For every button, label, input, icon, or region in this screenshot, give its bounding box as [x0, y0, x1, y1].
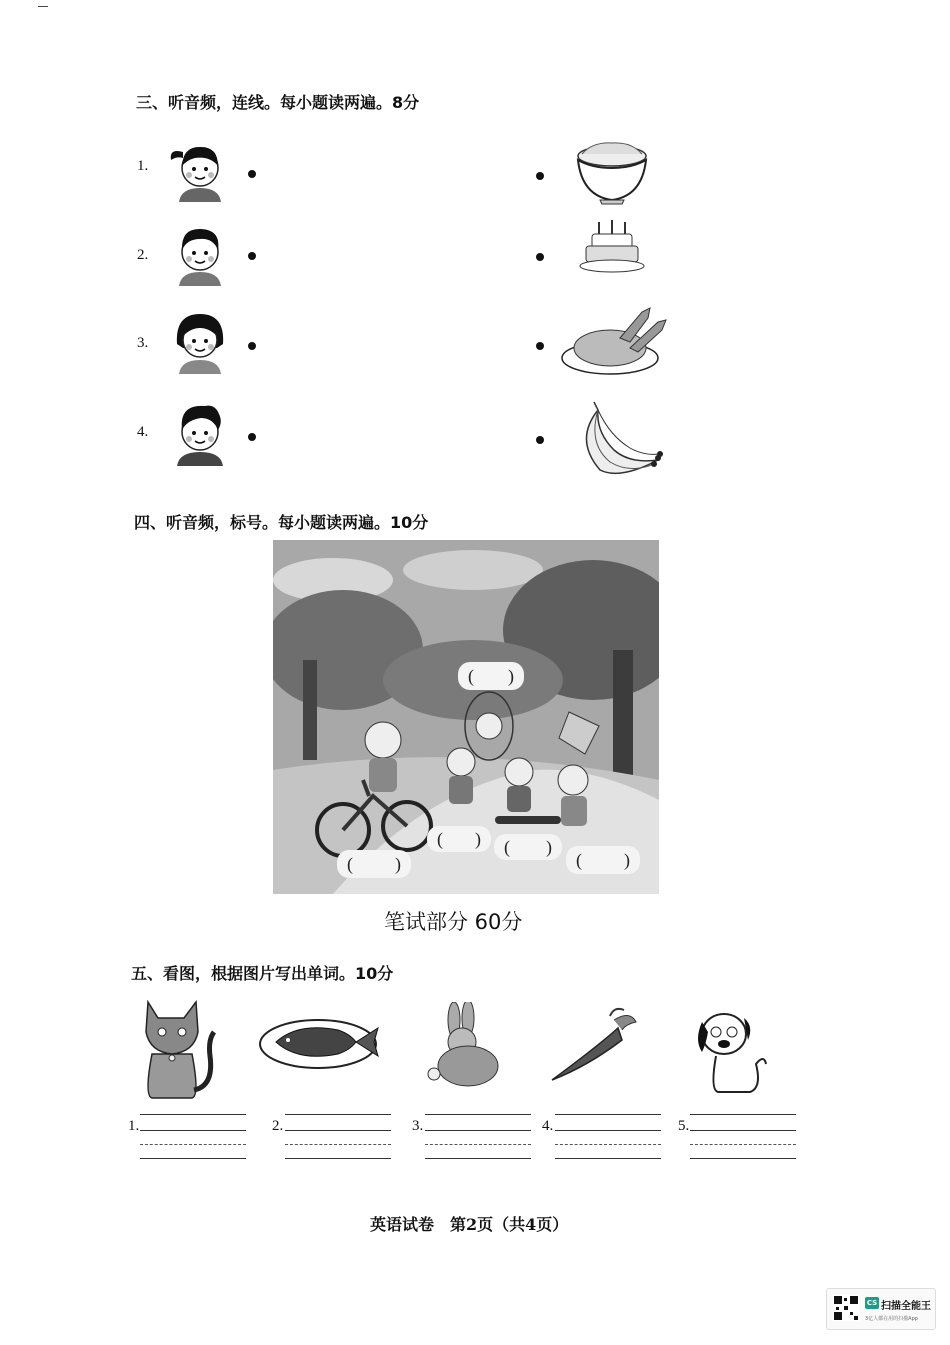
scanner-badge — [826, 1288, 936, 1330]
scanner-name: 扫描全能王 — [881, 1301, 931, 1312]
s5-num-2: 2. — [272, 1118, 284, 1134]
s5-num-3: 3. — [412, 1118, 424, 1134]
write-line-3-top — [425, 1114, 531, 1115]
rabbit-icon — [424, 1002, 504, 1088]
write-line-4-bottom — [555, 1158, 661, 1159]
s3-num-3: 3. — [137, 335, 149, 351]
write-line-3-mid[interactable] — [425, 1130, 531, 1131]
paren-open: ( — [437, 828, 443, 849]
write-line-2-bottom — [285, 1158, 391, 1159]
cat-icon — [134, 996, 218, 1100]
write-line-2-dash — [285, 1144, 391, 1145]
dog-icon — [690, 1004, 770, 1094]
paren-close: ) — [624, 849, 630, 870]
write-line-5-dash — [690, 1144, 796, 1145]
page-footer: 英语试卷 第2页（共4页） — [370, 1215, 569, 1234]
left-dot-2[interactable] — [248, 252, 256, 260]
write-line-3-bottom — [425, 1158, 531, 1159]
paren-open: ( — [347, 853, 353, 874]
right-dot-3[interactable] — [536, 342, 544, 350]
fish-icon — [258, 1012, 384, 1072]
write-line-2-mid[interactable] — [285, 1130, 391, 1131]
answer-slot-kite[interactable] — [566, 846, 640, 874]
right-dot-4[interactable] — [536, 436, 544, 444]
write-line-1-mid[interactable] — [140, 1130, 246, 1131]
write-line-4-mid[interactable] — [555, 1130, 661, 1131]
write-line-1-dash — [140, 1144, 246, 1145]
write-line-3-dash — [425, 1144, 531, 1145]
scan-mark — [38, 6, 48, 7]
s5-num-1: 1. — [128, 1118, 140, 1134]
paren-open: ( — [504, 836, 510, 857]
write-line-4-top — [555, 1114, 661, 1115]
right-dot-1[interactable] — [536, 172, 544, 180]
cs-logo-icon: CS — [866, 1299, 878, 1307]
left-dot-1[interactable] — [248, 170, 256, 178]
section3-title: 三、听音频，连线。每小题读两遍。8分 — [136, 93, 420, 112]
answer-slot-running[interactable] — [427, 826, 491, 852]
paren-close: ) — [546, 836, 552, 857]
left-dot-4[interactable] — [248, 433, 256, 441]
section5-title: 五、看图，根据图片写出单词。10分 — [131, 964, 394, 983]
write-line-5-top — [690, 1114, 796, 1115]
answer-slot-bicycle[interactable] — [337, 850, 411, 878]
boy-spiky-icon — [165, 400, 235, 466]
birthday-cake-icon — [578, 220, 646, 276]
rice-bowl-icon — [572, 138, 652, 206]
answer-slot-skipping[interactable] — [458, 662, 524, 690]
section4-title: 四、听音频，标号。每小题读两遍。10分 — [134, 513, 429, 532]
write-line-5-mid[interactable] — [690, 1130, 796, 1131]
paren-close: ) — [475, 828, 481, 849]
s3-num-4: 4. — [137, 424, 149, 440]
paren-open: ( — [468, 665, 474, 686]
write-line-1-bottom — [140, 1158, 246, 1159]
s5-num-5: 5. — [678, 1118, 690, 1134]
qr-code-icon — [833, 1295, 859, 1321]
s3-num-1: 1. — [137, 158, 149, 174]
bananas-icon — [570, 400, 666, 484]
paren-close: ) — [508, 665, 514, 686]
girl-ponytail-icon — [165, 138, 235, 202]
left-dot-3[interactable] — [248, 342, 256, 350]
roast-chicken-icon — [560, 302, 670, 378]
paren-open: ( — [576, 849, 582, 870]
answer-slot-skateboard[interactable] — [494, 834, 562, 860]
s5-num-4: 4. — [542, 1118, 554, 1134]
right-dot-2[interactable] — [536, 253, 544, 261]
write-line-2-top — [285, 1114, 391, 1115]
written-part-title: 笔试部分 60分 — [384, 910, 523, 934]
boy-icon — [165, 222, 235, 286]
write-line-4-dash — [555, 1144, 661, 1145]
write-line-5-bottom — [690, 1158, 796, 1159]
carrot-icon — [548, 1006, 640, 1082]
scanner-tagline: 3亿人都在用的扫描App — [865, 1316, 918, 1322]
s3-num-2: 2. — [137, 247, 149, 263]
write-line-1-top — [140, 1114, 246, 1115]
paren-close: ) — [395, 853, 401, 874]
girl-bob-icon — [165, 308, 235, 374]
